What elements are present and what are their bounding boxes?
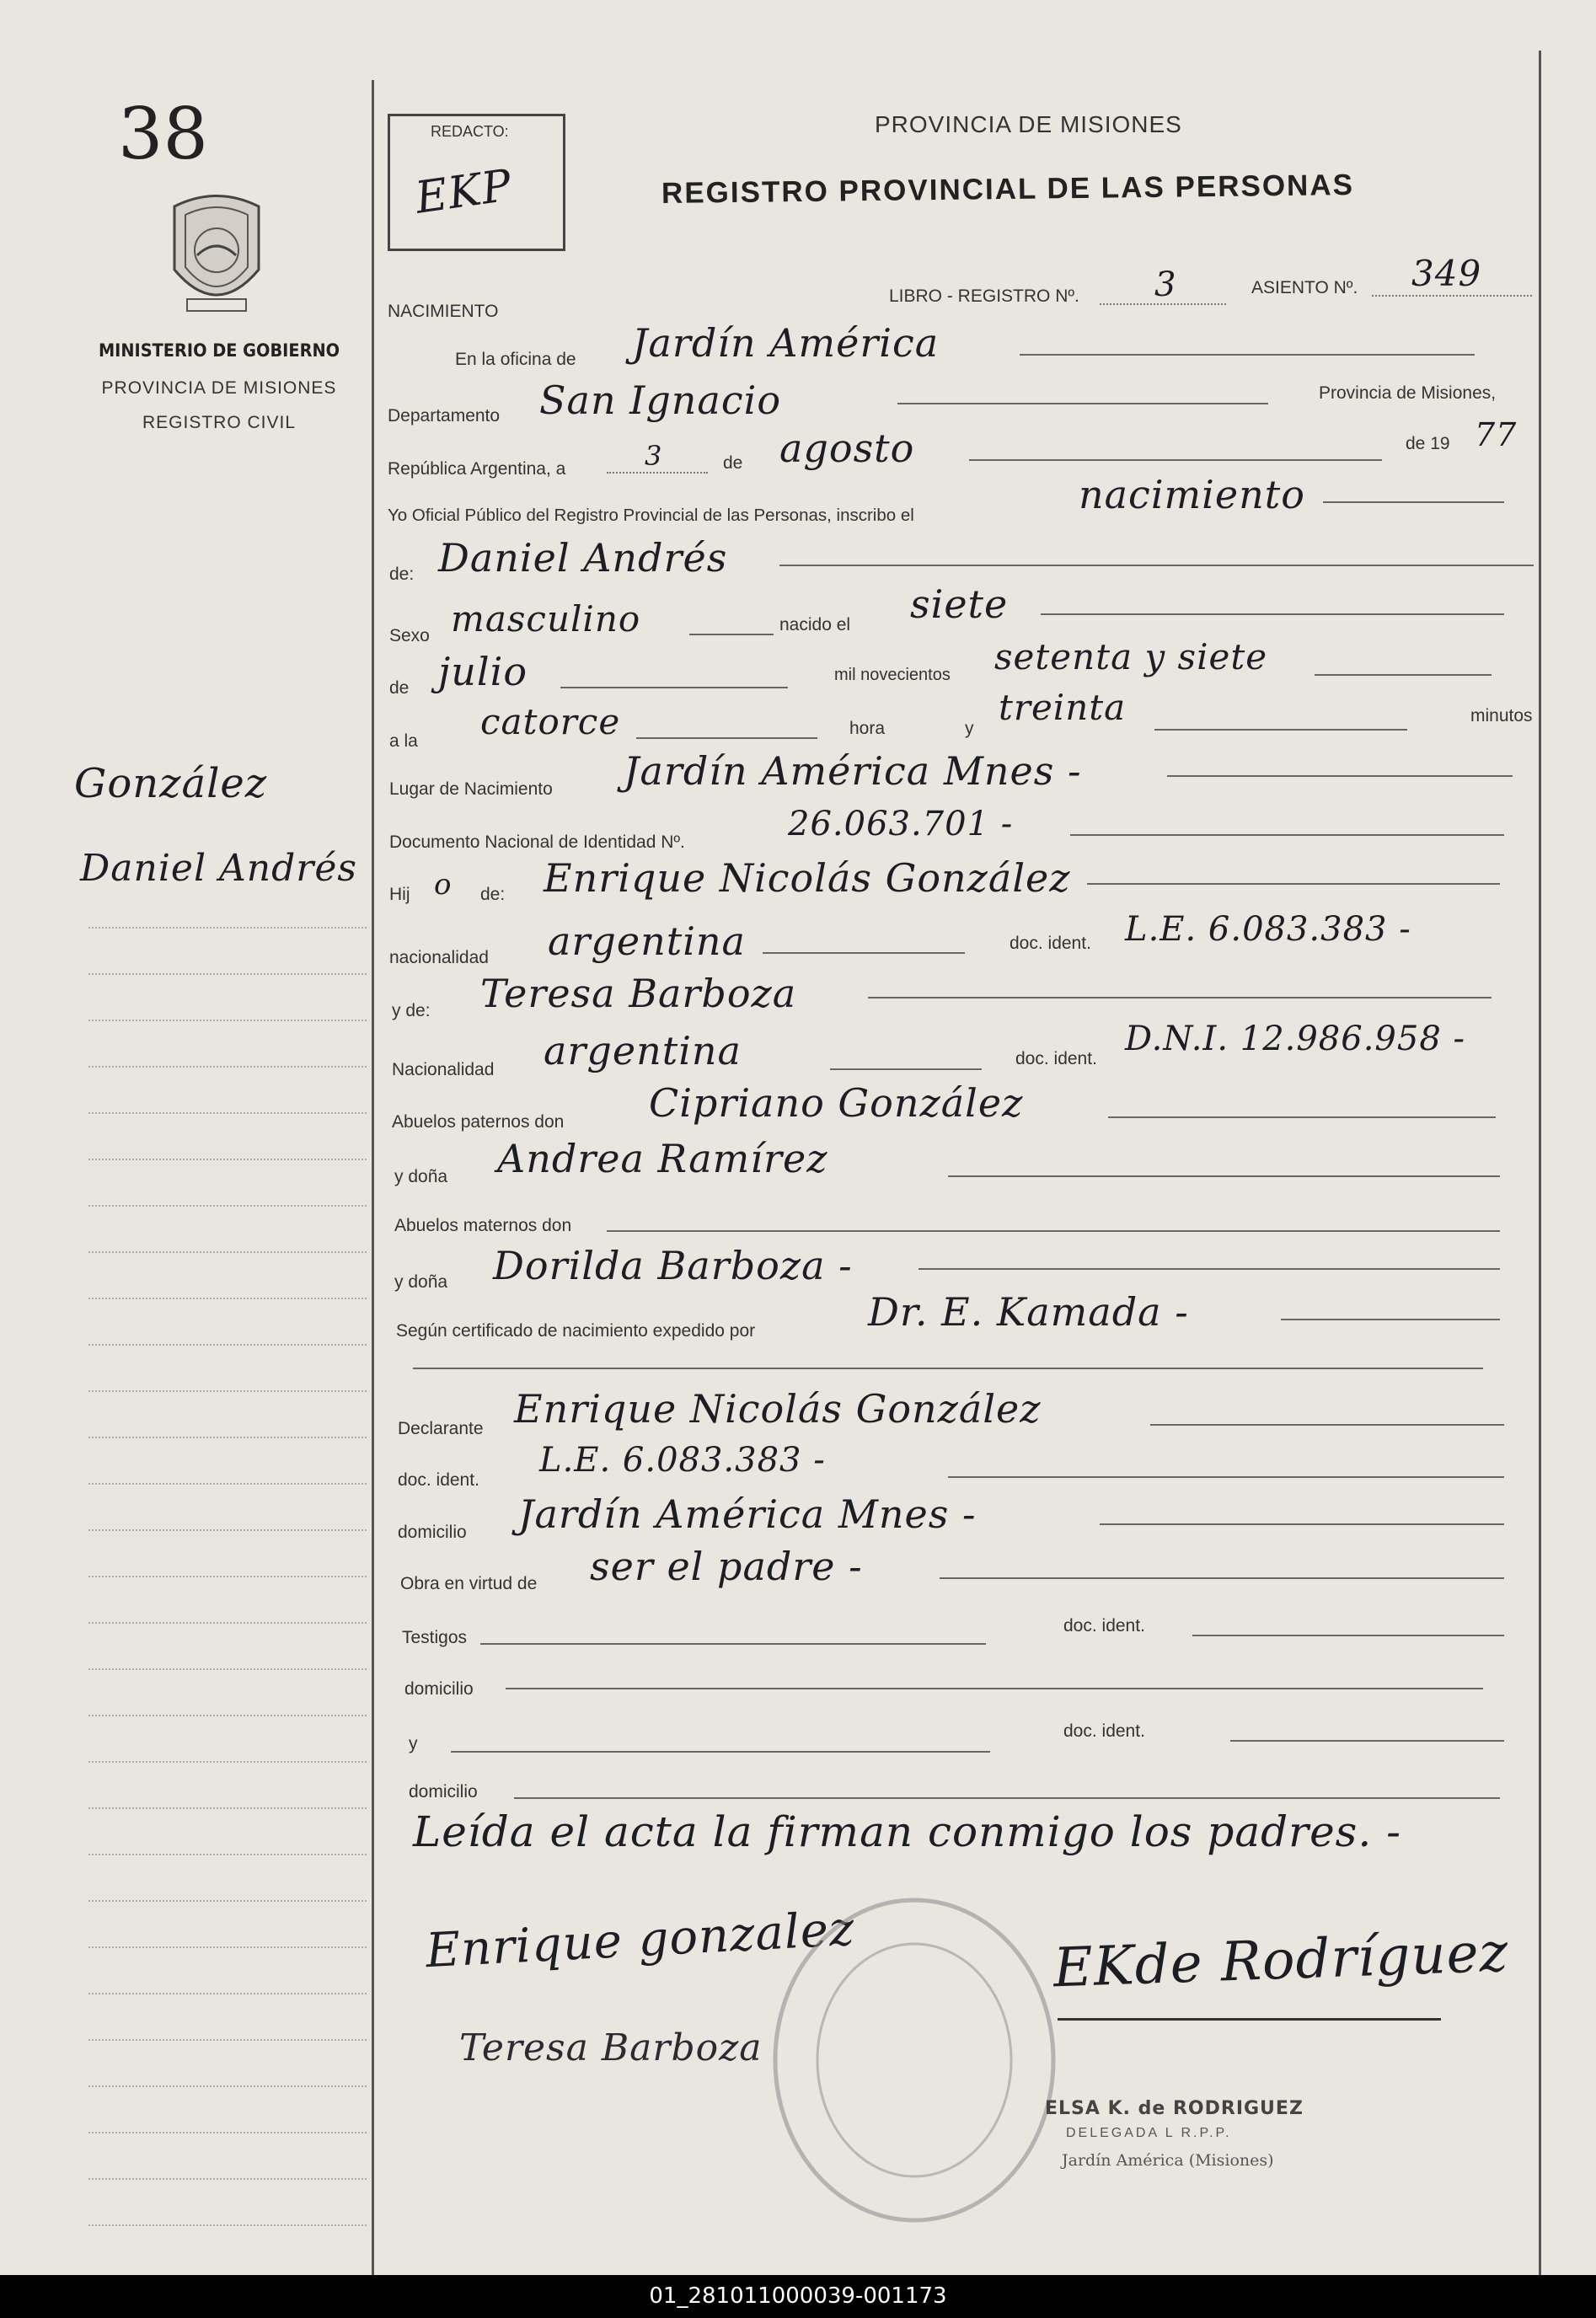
- doc4-line: [1230, 1740, 1504, 1742]
- hora-value: catorce: [480, 701, 621, 742]
- libro-value: 3: [1154, 265, 1177, 304]
- departamento-label: Departamento: [388, 406, 501, 426]
- ydona2-label: y doña: [394, 1272, 448, 1292]
- doc-label: doc. ident.: [1010, 934, 1091, 953]
- margin-dotted-rule: [88, 1529, 367, 1531]
- left-margin-rule: [372, 80, 374, 2275]
- nacido-label: nacido el: [779, 615, 851, 634]
- y-label: y: [965, 719, 974, 738]
- doc2-label: doc. ident.: [1015, 1049, 1097, 1068]
- dia-line: [607, 472, 708, 474]
- redacto-initials: EKP: [412, 160, 516, 224]
- margin-dotted-rule: [88, 1900, 367, 1902]
- oficina-value: Jardín América: [632, 320, 940, 366]
- dni-line: [1070, 834, 1504, 836]
- nac2-label: Nacionalidad: [392, 1060, 495, 1079]
- abuelo-pat-line: [1108, 1116, 1496, 1118]
- round-seal: [767, 1892, 1062, 2229]
- sexo-label: Sexo: [389, 626, 430, 645]
- segun-line-2: [413, 1368, 1483, 1369]
- nacido-line: [1041, 613, 1504, 615]
- docdecl-line: [948, 1476, 1504, 1478]
- abuela-mat-line: [919, 1268, 1500, 1270]
- margin-dotted-rule: [88, 1066, 367, 1068]
- hora-line: [636, 737, 817, 739]
- signature-padre: Enrique gonzalez: [424, 1901, 856, 1979]
- oficina-line: [1020, 354, 1475, 356]
- de2-label: de:: [389, 565, 415, 584]
- ministry-registry: REGISTRO CIVIL: [142, 413, 297, 432]
- signature-oficial-underline: [1058, 2018, 1441, 2021]
- declarante-line: [1150, 1424, 1504, 1426]
- hijo-label2: de:: [480, 885, 506, 904]
- mes-line: [969, 459, 1382, 461]
- oficial-line: [1323, 501, 1504, 503]
- oficial-label: Yo Oficial Público del Registro Provincial de las Personas, inscribo el: [388, 506, 914, 525]
- margin-dotted-rule: [88, 1112, 367, 1114]
- mil-label: mil novecientos: [834, 666, 951, 684]
- oficina-label: En la oficina de: [455, 350, 576, 369]
- obra-label: Obra en virtud de: [400, 1574, 538, 1593]
- signature-oficial: EKde Rodríguez: [1052, 1921, 1510, 2000]
- stamp-name: ELSA K. de RODRIGUEZ: [1045, 2098, 1304, 2119]
- image-code-footer: 01_281011000039-001173: [0, 2275, 1596, 2318]
- doc-madre-value: D.N.I. 12.986.958 -: [1125, 1020, 1465, 1058]
- margin-dotted-rule: [88, 1390, 367, 1392]
- margin-dotted-rule: [88, 1020, 367, 1021]
- asiento-value: 349: [1411, 253, 1482, 294]
- stamp-role: DELEGADA L R.P.P.: [1066, 2126, 1232, 2140]
- domicilio3-label: domicilio: [409, 1782, 478, 1801]
- margin-dotted-rule: [88, 1251, 367, 1253]
- lugar-line: [1167, 775, 1513, 777]
- margin-names: Daniel Andrés: [80, 847, 357, 890]
- margin-dotted-rule: [88, 2224, 367, 2226]
- padre-value: Enrique Nicolás González: [544, 855, 1071, 901]
- docdecl-label: doc. ident.: [398, 1470, 479, 1490]
- doc3-line: [1192, 1635, 1504, 1636]
- docdecl-value: L.E. 6.083.383 -: [539, 1441, 826, 1480]
- margin-dotted-rule: [88, 1622, 367, 1624]
- page-number: 38: [118, 93, 208, 175]
- abuela-pat-line: [948, 1175, 1500, 1177]
- margin-dotted-rule: [88, 1344, 367, 1346]
- hijo-label: Hij: [389, 885, 410, 904]
- section-nacimiento: NACIMIENTO: [388, 302, 499, 321]
- margin-dotted-rule: [88, 1715, 367, 1716]
- margin-dotted-rule: [88, 2178, 367, 2180]
- departamento-line: [897, 403, 1268, 404]
- oficial-value: nacimiento: [1079, 472, 1305, 517]
- nacido-value: siete: [910, 581, 1009, 627]
- domicilio3-line: [514, 1797, 1500, 1799]
- header-province: PROVINCIA DE MISIONES: [875, 111, 1182, 137]
- nac-madre-value: argentina: [544, 1028, 742, 1073]
- madre-line: [868, 997, 1492, 998]
- anio-nac-value: setenta y siete: [994, 636, 1268, 677]
- nac-madre-line: [830, 1068, 982, 1070]
- margin-surname: González: [74, 760, 268, 807]
- ydona-label: y doña: [394, 1167, 448, 1186]
- ala-label: a la: [389, 731, 418, 751]
- declarante-value: Enrique Nicolás González: [514, 1386, 1042, 1432]
- dni-value: 26.063.701 -: [788, 805, 1014, 843]
- abuela-mat-value: Dorilda Barboza -: [493, 1243, 853, 1288]
- obra-line: [940, 1577, 1504, 1579]
- anio-nac-line: [1315, 674, 1492, 676]
- doc-padre-value: L.E. 6.083.383 -: [1125, 910, 1411, 949]
- minutos-line: [1154, 729, 1407, 731]
- asiento-line: [1372, 295, 1532, 297]
- margin-dotted-rule: [88, 927, 367, 929]
- anio-value: 77: [1475, 416, 1518, 453]
- nac-padre-value: argentina: [548, 918, 746, 964]
- margin-dotted-rule: [88, 1483, 367, 1485]
- domicilio-value: Jardín América Mnes -: [518, 1491, 977, 1537]
- yde-label: y de:: [392, 1001, 431, 1020]
- doc3-label: doc. ident.: [1063, 1616, 1145, 1635]
- libro-label: LIBRO - REGISTRO Nº.: [889, 286, 1079, 306]
- obra-value: ser el padre -: [590, 1544, 863, 1589]
- provincia-suffix: Provincia de Misiones,: [1319, 383, 1497, 403]
- margin-dotted-rule: [88, 1946, 367, 1948]
- mes-nac-line: [560, 687, 788, 688]
- segun-label: Según certificado de nacimiento expedido por: [396, 1321, 756, 1341]
- margin-dotted-rule: [88, 1576, 367, 1577]
- padre-line: [1087, 883, 1500, 885]
- testigos-label: Testigos: [402, 1628, 468, 1647]
- header-title: REGISTRO PROVINCIAL DE LAS PERSONAS: [661, 168, 1355, 211]
- abuelo-pat-value: Cipriano González: [649, 1080, 1024, 1126]
- nac-label: nacionalidad: [389, 948, 489, 967]
- madre-value: Teresa Barboza: [480, 971, 797, 1016]
- domicilio2-label: domicilio: [404, 1679, 474, 1699]
- margin-dotted-rule: [88, 2085, 367, 2087]
- margin-dotted-rule: [88, 1668, 367, 1670]
- margin-dotted-rule: [88, 2039, 367, 2041]
- abuelos-mat-label: Abuelos maternos don: [394, 1216, 572, 1235]
- ministry-name: MINISTERIO DE GOBIERNO: [98, 340, 340, 361]
- nota-value: Leída el acta la firman conmigo los padres. -: [413, 1807, 1402, 1856]
- doc4-label: doc. ident.: [1063, 1721, 1145, 1741]
- minutos-label: minutos: [1470, 706, 1533, 725]
- abuelos-pat-label: Abuelos paternos don: [392, 1112, 565, 1132]
- lugar-label: Lugar de Nacimiento: [389, 779, 553, 799]
- domicilio-line: [1100, 1523, 1504, 1525]
- margin-dotted-rule: [88, 1807, 367, 1809]
- sexo-line: [689, 634, 774, 635]
- segun-line: [1281, 1319, 1500, 1320]
- coat-of-arms-seal: [162, 190, 271, 324]
- abuela-pat-value: Andrea Ramírez: [497, 1136, 828, 1181]
- redacto-label: REDACTO:: [431, 123, 509, 140]
- domicilio2-line: [506, 1688, 1483, 1689]
- margin-dotted-rule: [88, 1761, 367, 1763]
- mes-nac-value: julio: [438, 649, 528, 694]
- margin-dotted-rule: [88, 1437, 367, 1438]
- nombre-line: [779, 565, 1534, 566]
- nac-padre-line: [763, 952, 965, 954]
- domicilio-label: domicilio: [398, 1523, 467, 1542]
- declarante-label: Declarante: [398, 1419, 484, 1438]
- signature-madre: Teresa Barboza: [459, 2026, 763, 2069]
- testigos-line: [480, 1643, 986, 1645]
- lugar-value: Jardín América Mnes -: [624, 748, 1082, 794]
- sexo-value: masculino: [451, 598, 641, 640]
- margin-dotted-rule: [88, 1205, 367, 1207]
- margin-dotted-rule: [88, 1993, 367, 1994]
- dni-label: Documento Nacional de Identidad Nº.: [389, 832, 685, 852]
- hora-label: hora: [849, 719, 886, 738]
- republica-label: República Argentina, a: [388, 459, 566, 479]
- mes-value: agosto: [779, 426, 915, 471]
- departamento-value: San Ignacio: [539, 377, 782, 423]
- de3-label: de: [389, 678, 410, 698]
- abuelos-mat-line: [607, 1230, 1500, 1232]
- hijo-mark: o: [434, 868, 453, 902]
- de-label: de: [723, 453, 743, 473]
- minutos-value: treinta: [999, 687, 1127, 728]
- y2-line: [451, 1751, 990, 1753]
- anio-label: de 19: [1406, 434, 1450, 453]
- nombre-value: Daniel Andrés: [438, 535, 728, 581]
- margin-dotted-rule: [88, 1159, 367, 1160]
- asiento-label: ASIENTO Nº.: [1251, 278, 1358, 297]
- margin-dotted-rule: [88, 973, 367, 975]
- margin-dotted-rule: [88, 1854, 367, 1855]
- segun-value: Dr. E. Kamada -: [868, 1289, 1189, 1335]
- right-margin-rule: [1539, 51, 1541, 2275]
- margin-dotted-rule: [88, 1298, 367, 1299]
- stamp-place: Jardín América (Misiones): [1062, 2151, 1274, 2170]
- margin-dotted-rule: [88, 2132, 367, 2133]
- y2-label: y: [409, 1734, 418, 1753]
- dia-value: 3: [645, 440, 663, 472]
- ministry-province: PROVINCIA DE MISIONES: [101, 378, 337, 398]
- redacto-box: [388, 114, 565, 251]
